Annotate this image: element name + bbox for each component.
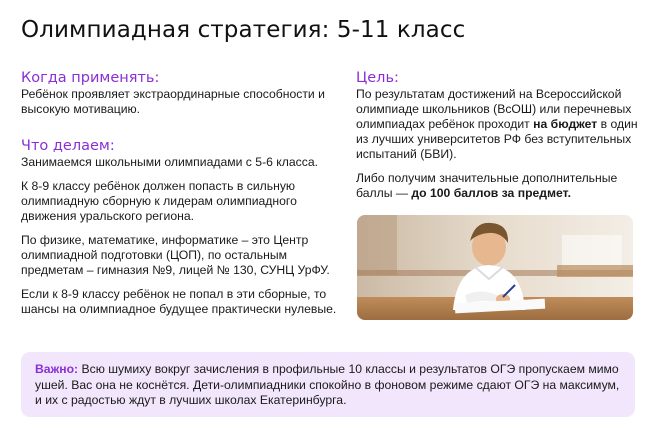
do-heading: Что делаем: xyxy=(21,138,115,154)
page-title: Олимпиадная стратегия: 5-11 класс xyxy=(21,17,466,43)
goal-heading: Цель: xyxy=(356,70,399,86)
left-column xyxy=(21,70,341,317)
goal-points-emphasis: до 100 баллов за предмет. xyxy=(411,186,571,200)
important-label: Важно: xyxy=(35,362,79,376)
student-writing-photo xyxy=(357,215,633,320)
do-paragraph-4: Если к 8-9 классу ребёнок не попал в эти сборные, то шансы на олимпиадное будущее практически нулевые. xyxy=(21,287,337,316)
goal-text-2-start: Либо получим значительные дополнительные баллы — xyxy=(356,171,618,200)
when-heading: Когда применять: xyxy=(21,70,160,86)
right-column xyxy=(356,70,638,201)
important-text: Всю шумиху вокруг зачисления в профильные 10 классы и результатов ОГЭ пропускаем мимо ушей. Вас она не коснётся. Дети-олимпиадники спокойно в фоновом режиме сдают ОГЭ на максимум, и их с радостью ждут в лучших школах Екатеринбурга. xyxy=(35,362,620,407)
do-paragraph-2: К 8-9 классу ребёнок должен попасть в сильную олимпиадную сборную к лидерам олимпиадного движения уральского региона. xyxy=(21,179,297,223)
goal-budget-emphasis: на бюджет xyxy=(533,117,598,131)
do-paragraph-1: Занимаемся школьными олимпиадами с 5-6 класса. xyxy=(21,155,318,169)
important-note xyxy=(21,352,635,417)
goal-text-1-start: По результатам достижений на Всероссийской олимпиаде школьников (ВсОШ) или перечневых олимпиадах ребёнок проходит xyxy=(356,87,632,131)
when-text: Ребёнок проявляет экстраординарные способности и высокую мотивацию. xyxy=(21,87,325,116)
goal-text-1-end: в один из лучших университетов РФ без вступительных испытаний (БВИ). xyxy=(356,117,638,161)
goal-text-1 xyxy=(356,87,638,162)
do-paragraph-3: По физике, математике, информатике – это Центр олимпиадной подготовки (ЦОП), по остальным предметам – гимназия №9, лицей № 130, СУНЦ УрФУ. xyxy=(21,233,330,277)
goal-text-2 xyxy=(356,171,638,201)
